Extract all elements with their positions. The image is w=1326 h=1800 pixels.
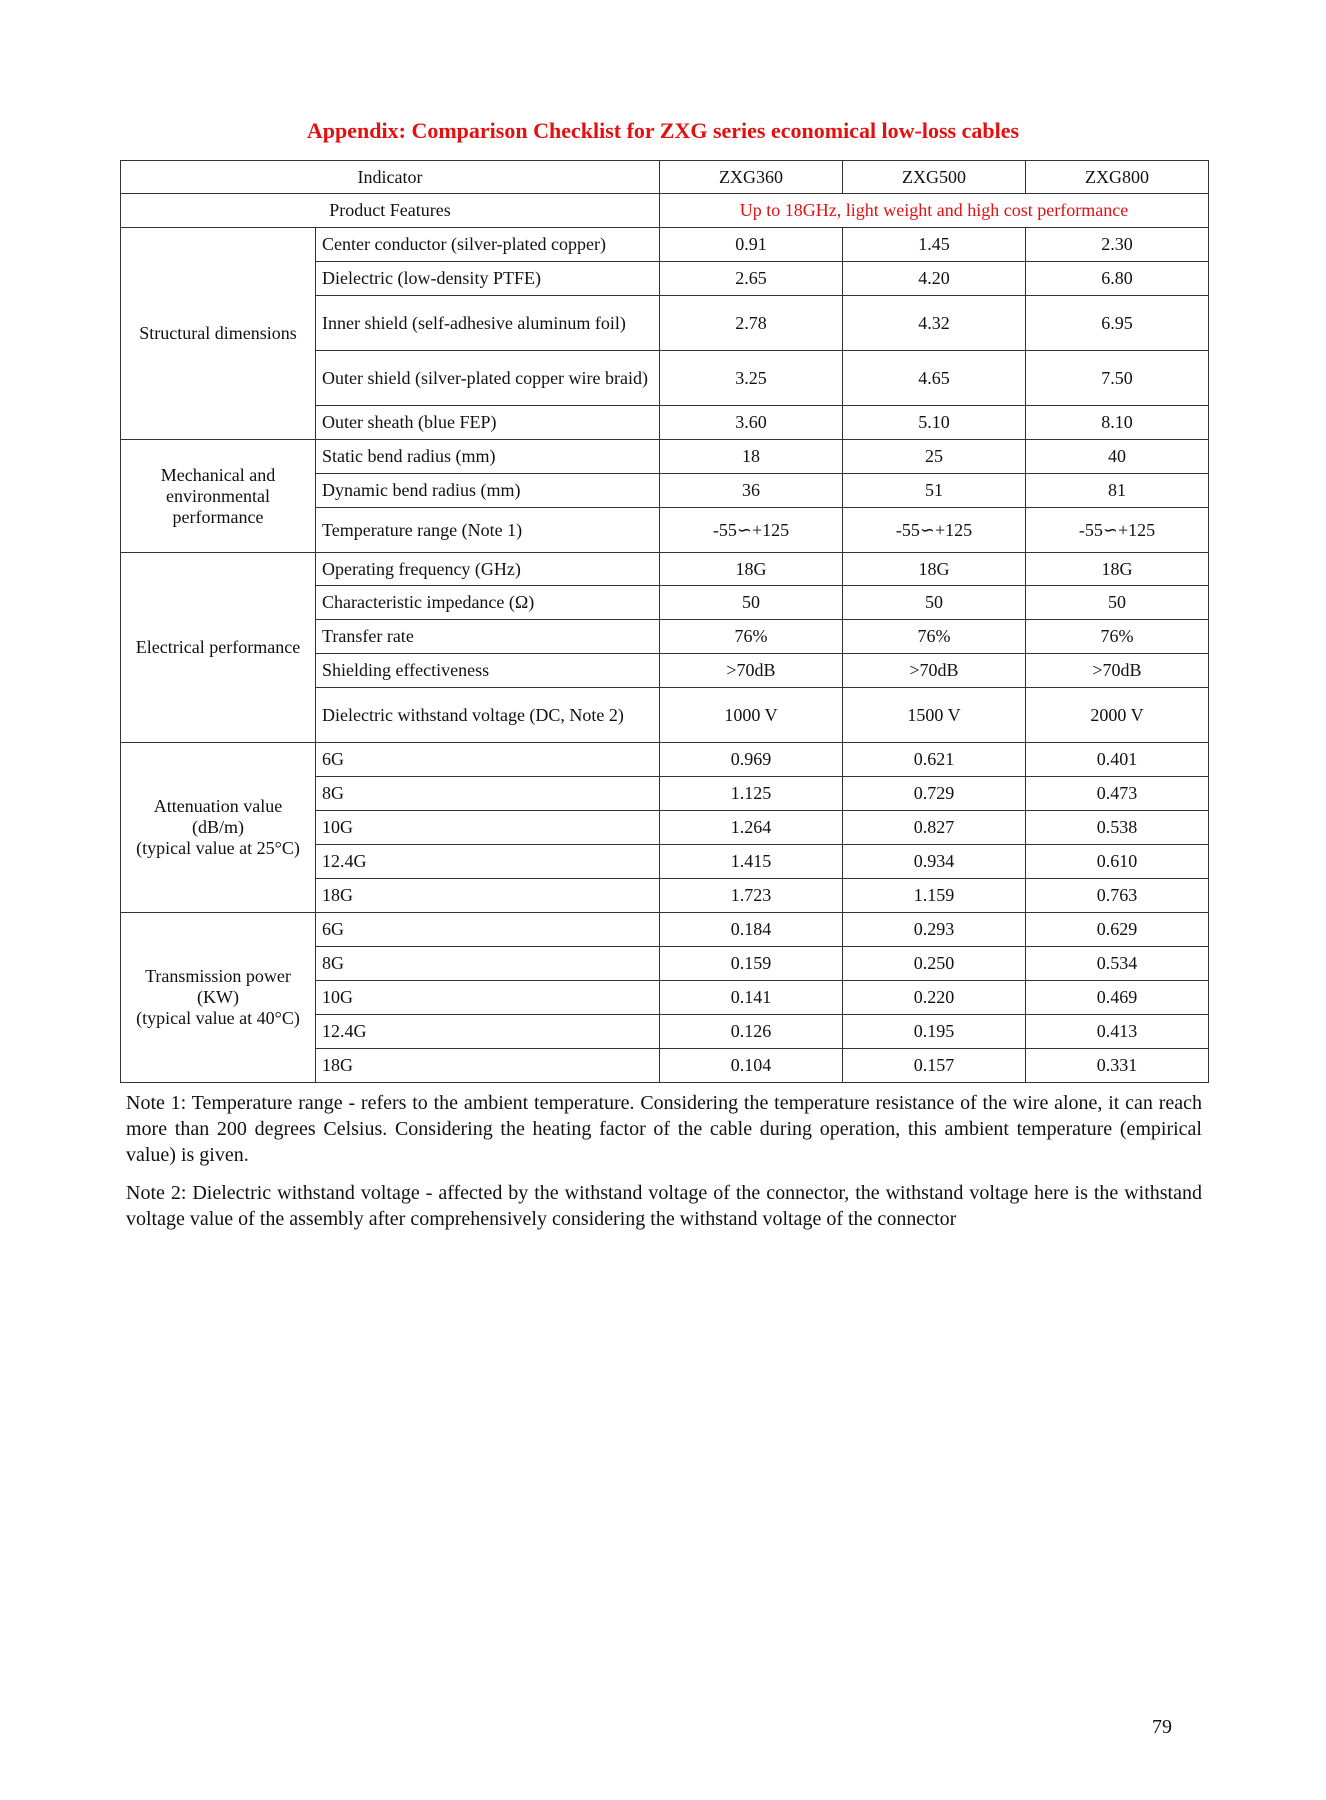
row-name: Dynamic bend radius (mm): [316, 474, 660, 508]
table-row: [121, 743, 1209, 777]
cell-value: 0.473: [1026, 777, 1209, 811]
header-indicator: Indicator: [121, 161, 660, 194]
row-name: Temperature range (Note 1): [316, 508, 660, 553]
table-row: [121, 553, 1209, 586]
group-label-line: (typical value at 40°C): [136, 1008, 300, 1028]
row-name: 6G: [316, 743, 660, 777]
cell-value: 1.125: [660, 777, 843, 811]
row-name: 8G: [316, 947, 660, 981]
cell-value: 4.32: [843, 296, 1026, 351]
cell-value: 51: [843, 474, 1026, 508]
row-name: 10G: [316, 981, 660, 1015]
cell-value: 7.50: [1026, 351, 1209, 406]
group-label-line: (typical value at 25°C): [136, 838, 300, 858]
cell-value: 81: [1026, 474, 1209, 508]
cell-value: 0.969: [660, 743, 843, 777]
cell-value: 1.264: [660, 811, 843, 845]
cell-value: >70dB: [660, 654, 843, 688]
group-label: Structural dimensions: [121, 228, 316, 440]
cell-value: 0.934: [843, 845, 1026, 879]
cell-value: 0.538: [1026, 811, 1209, 845]
cell-value: 2.30: [1026, 228, 1209, 262]
cell-value: 0.827: [843, 811, 1026, 845]
group-label: [121, 743, 316, 913]
cell-value: 2000 V: [1026, 688, 1209, 743]
cell-value: 18: [660, 440, 843, 474]
row-name: Dielectric withstand voltage (DC, Note 2): [316, 688, 660, 743]
cell-value: 0.413: [1026, 1015, 1209, 1049]
features-value: Up to 18GHz, light weight and high cost performance: [660, 194, 1209, 228]
comparison-table: [120, 160, 1209, 1083]
row-name: 12.4G: [316, 845, 660, 879]
header-model: ZXG500: [843, 161, 1026, 194]
cell-value: 0.629: [1026, 913, 1209, 947]
cell-value: 50: [660, 586, 843, 620]
cell-value: 0.91: [660, 228, 843, 262]
cell-value: 0.610: [1026, 845, 1209, 879]
cell-value: 0.220: [843, 981, 1026, 1015]
row-name: Center conductor (silver-plated copper): [316, 228, 660, 262]
page-title: Appendix: Comparison Checklist for ZXG series economical low-loss cables: [306, 118, 1020, 143]
cell-value: 0.534: [1026, 947, 1209, 981]
cell-value: 6.95: [1026, 296, 1209, 351]
cell-value: 50: [1026, 586, 1209, 620]
cell-value: 0.157: [843, 1049, 1026, 1083]
cell-value: >70dB: [1026, 654, 1209, 688]
cell-value: 0.401: [1026, 743, 1209, 777]
cell-value: 40: [1026, 440, 1209, 474]
table-row: [121, 440, 1209, 474]
cell-value: 4.65: [843, 351, 1026, 406]
cell-value: >70dB: [843, 654, 1026, 688]
header-row: [121, 161, 1209, 194]
cell-value: 36: [660, 474, 843, 508]
cell-value: -55∽+125: [843, 508, 1026, 553]
cell-value: 0.184: [660, 913, 843, 947]
group-label-line: (dB/m): [192, 817, 244, 837]
cell-value: -55∽+125: [660, 508, 843, 553]
group-label: Mechanical and environmental performance: [121, 440, 316, 553]
table-row: [121, 913, 1209, 947]
group-label: [121, 913, 316, 1083]
features-label: Product Features: [121, 194, 660, 228]
group-label-line: Transmission power: [145, 966, 291, 986]
cell-value: 18G: [843, 553, 1026, 586]
cell-value: 0.621: [843, 743, 1026, 777]
row-name: Shielding effectiveness: [316, 654, 660, 688]
cell-value: 4.20: [843, 262, 1026, 296]
group-label: Electrical performance: [121, 553, 316, 743]
cell-value: 3.60: [660, 406, 843, 440]
header-model: ZXG360: [660, 161, 843, 194]
cell-value: 1500 V: [843, 688, 1026, 743]
cell-value: 0.195: [843, 1015, 1026, 1049]
cell-value: 0.293: [843, 913, 1026, 947]
row-name: Characteristic impedance (Ω): [316, 586, 660, 620]
row-name: 18G: [316, 879, 660, 913]
note-2: Note 2: Dielectric withstand voltage - affected by the withstand voltage of the connector, the withstand voltage here is the withstand voltage value of the assembly after comprehensively considering the withstand voltage of the connector: [126, 1182, 1202, 1230]
cell-value: 1.45: [843, 228, 1026, 262]
row-name: 6G: [316, 913, 660, 947]
group-label-line: (KW): [197, 987, 239, 1007]
table-row: [121, 228, 1209, 262]
cell-value: 76%: [660, 620, 843, 654]
row-name: Transfer rate: [316, 620, 660, 654]
row-name: 18G: [316, 1049, 660, 1083]
cell-value: 0.331: [1026, 1049, 1209, 1083]
row-name: 12.4G: [316, 1015, 660, 1049]
page-number: 79: [1152, 1716, 1172, 1738]
cell-value: 0.104: [660, 1049, 843, 1083]
cell-value: 2.65: [660, 262, 843, 296]
cell-value: 0.141: [660, 981, 843, 1015]
cell-value: 18G: [660, 553, 843, 586]
cell-value: 50: [843, 586, 1026, 620]
row-name: 8G: [316, 777, 660, 811]
cell-value: -55∽+125: [1026, 508, 1209, 553]
row-name: 10G: [316, 811, 660, 845]
cell-value: 3.25: [660, 351, 843, 406]
cell-value: 1.723: [660, 879, 843, 913]
cell-value: 6.80: [1026, 262, 1209, 296]
cell-value: 1.415: [660, 845, 843, 879]
row-name: Inner shield (self-adhesive aluminum foil): [316, 296, 660, 351]
features-row: [121, 194, 1209, 228]
header-model: ZXG800: [1026, 161, 1209, 194]
row-name: Dielectric (low-density PTFE): [316, 262, 660, 296]
cell-value: 0.250: [843, 947, 1026, 981]
cell-value: 0.729: [843, 777, 1026, 811]
row-name: Outer shield (silver-plated copper wire braid): [316, 351, 660, 406]
cell-value: 0.763: [1026, 879, 1209, 913]
cell-value: 76%: [1026, 620, 1209, 654]
cell-value: 0.126: [660, 1015, 843, 1049]
cell-value: 76%: [843, 620, 1026, 654]
group-label-line: Attenuation value: [153, 796, 283, 816]
cell-value: 0.159: [660, 947, 843, 981]
row-name: Static bend radius (mm): [316, 440, 660, 474]
cell-value: 5.10: [843, 406, 1026, 440]
row-name: Operating frequency (GHz): [316, 553, 660, 586]
cell-value: 2.78: [660, 296, 843, 351]
cell-value: 1.159: [843, 879, 1026, 913]
note-1: Note 1: Temperature range - refers to the ambient temperature. Considering the temperature resistance of the wire alone, it can reach more than 200 degrees Celsius. Considering the heating factor of the cable during operation, this ambient temperature (empirical value) is given.: [126, 1092, 1202, 1166]
cell-value: 8.10: [1026, 406, 1209, 440]
cell-value: 0.469: [1026, 981, 1209, 1015]
cell-value: 1000 V: [660, 688, 843, 743]
cell-value: 18G: [1026, 553, 1209, 586]
row-name: Outer sheath (blue FEP): [316, 406, 660, 440]
cell-value: 25: [843, 440, 1026, 474]
